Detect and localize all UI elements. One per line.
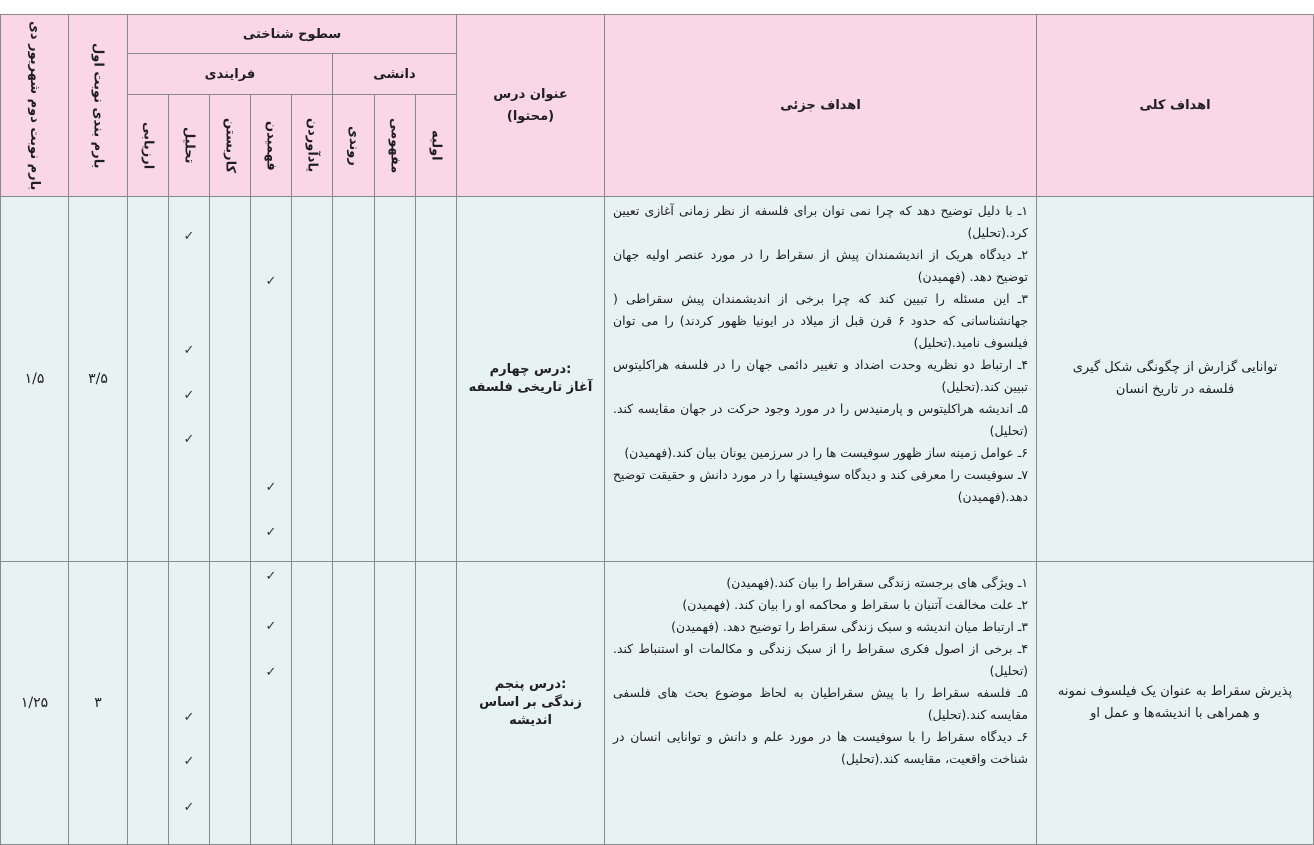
row2-general-goal: پذیرش سقراط به عنوان یک فیلسوف نمونه و همراهی با اندیشه‌ها و عمل او bbox=[1036, 561, 1314, 845]
row1-lesson-title: درس چهارم: آغاز تاریخی فلسفه bbox=[456, 196, 605, 562]
check-mark: ✓ bbox=[183, 710, 195, 725]
row1-col-procedural bbox=[332, 196, 375, 562]
check-mark: ✓ bbox=[183, 432, 195, 447]
row2-objective-2: ۲ـ علت مخالفت آتنیان با سقراط و محاکمه او را بیان کند. (فهمیدن) bbox=[682, 597, 1028, 612]
header-general-goals: اهداف کلی bbox=[1036, 14, 1314, 197]
row1-objectives bbox=[604, 196, 1037, 562]
check-mark: ✓ bbox=[183, 229, 195, 244]
header-score-first: بارم بندی نوبت اول bbox=[68, 14, 128, 197]
header-score-second: بارم نوبت دوم شهریور دی bbox=[0, 14, 69, 197]
header-col-primary: اولیه bbox=[415, 94, 457, 197]
header-col-understand: فهمیدن bbox=[250, 94, 292, 197]
row2-col-evaluate bbox=[127, 561, 169, 845]
row2-lesson-title: درس پنجم: زندگی بر اساس اندیشه bbox=[456, 561, 605, 845]
header-cognitive-levels: سطوح شناختی bbox=[127, 14, 457, 54]
check-mark: ✓ bbox=[265, 569, 277, 584]
row2-objective-4: ۴ـ برخی از اصول فکری سقراط را از سبک زندگی و مکالمات او استنباط کند.(تحلیل) bbox=[613, 641, 1028, 678]
header-col-procedural: روندی bbox=[332, 94, 375, 197]
row1-col-apply bbox=[209, 196, 251, 562]
row2-score-second: ۱/۲۵ bbox=[0, 561, 69, 845]
row2-col-procedural bbox=[332, 561, 375, 845]
check-mark: ✓ bbox=[183, 343, 195, 358]
header-process: فرایندی bbox=[127, 53, 333, 95]
row1-objective-4: ۴ـ ارتباط دو نظریه وحدت اضداد و تغییر دائمی جهان را در فلسفه هراکلیتوس تبیین کند.(تحلیل) bbox=[613, 357, 1028, 394]
row2-col-conceptual bbox=[374, 561, 416, 845]
row2-objective-6: ۶ـ دیدگاه سقراط را با سوفیست ها در مورد علم و دانش و توانایی انسان در شناخت واقعیت، مقایسه کند.(تحلیل) bbox=[613, 729, 1028, 766]
row2-objective-5: ۵ـ فلسفه سقراط را با پیش سقراطیان به لحاظ موضوع بحث های فلسفی مقایسه کند.(تحلیل) bbox=[613, 685, 1028, 722]
row2-score-first: ۳ bbox=[68, 561, 128, 845]
row1-objective-7: ۷ـ سوفیست را معرفی کند و دیدگاه سوفیستها را در مورد دانش و حقیقت توضیح دهد.(فهمیدن) bbox=[613, 467, 1028, 504]
header-lesson-title: عنوان درس (محتوا) bbox=[456, 14, 605, 197]
check-mark: ✓ bbox=[265, 274, 277, 289]
row1-score-second: ۱/۵ bbox=[0, 196, 69, 562]
header-knowledge: دانشی bbox=[332, 53, 457, 95]
row1-objective-5: ۵ـ اندیشه هراکلیتوس و پارمنیدس را در مورد وجود حرکت در جهان مقایسه کند.(تحلیل) bbox=[613, 401, 1028, 438]
row1-objective-6: ۶ـ عوامل زمینه ساز ظهور سوفیست ها را در سرزمین یونان بیان کند.(فهمیدن) bbox=[624, 445, 1028, 460]
row2-col-understand bbox=[250, 561, 292, 845]
row1-col-analyze bbox=[168, 196, 210, 562]
row1-objective-3: ۳ـ این مسئله را تبیین کند که چرا برخی از اندیشمندان پیش سقراطی ( جهانشناسانی که حدود ۶ قرن قبل از میلاد در ایونیا ظهور کردند) را می توان فیلسوف نامید.(تحلیل) bbox=[613, 291, 1028, 350]
header-col-evaluate: ارزیابی bbox=[127, 94, 169, 197]
row1-col-understand bbox=[250, 196, 292, 562]
header-col-conceptual: مفهومی bbox=[374, 94, 416, 197]
check-mark: ✓ bbox=[265, 665, 277, 680]
row1-objective-2: ۲ـ دیدگاه هریک از اندیشمندان پیش از سقراط را در مورد عنصر اولیه جهان توضیح دهد. (فهمیدن) bbox=[613, 247, 1028, 284]
row1-col-evaluate bbox=[127, 196, 169, 562]
row2-col-primary bbox=[415, 561, 457, 845]
row1-objective-1: ۱ـ با دلیل توضیح دهد که چرا نمی توان برای فلسفه از نظر زمانی آغازی تعیین کرد.(تحلیل) bbox=[613, 203, 1028, 240]
row2-objectives bbox=[604, 561, 1037, 845]
row2-objective-1: ۱ـ ویژگی های برجسته زندگی سقراط را بیان کند.(فهمیدن) bbox=[726, 575, 1028, 590]
row2-col-remember bbox=[291, 561, 333, 845]
header-col-analyze: تحلیل bbox=[168, 94, 210, 197]
check-mark: ✓ bbox=[183, 754, 195, 769]
row2-col-apply bbox=[209, 561, 251, 845]
row1-col-conceptual bbox=[374, 196, 416, 562]
row1-col-remember bbox=[291, 196, 333, 562]
check-mark: ✓ bbox=[265, 619, 277, 634]
header-col-remember: یادآوردن bbox=[291, 94, 333, 197]
check-mark: ✓ bbox=[265, 480, 277, 495]
header-partial-goals: اهداف جزئی bbox=[604, 14, 1037, 197]
check-mark: ✓ bbox=[183, 388, 195, 403]
check-mark: ✓ bbox=[183, 800, 195, 815]
check-mark: ✓ bbox=[265, 525, 277, 540]
row1-col-primary bbox=[415, 196, 457, 562]
row2-objective-3: ۳ـ ارتباط میان اندیشه و سبک زندگی سقراط را توضیح دهد. (فهمیدن) bbox=[671, 619, 1028, 634]
header-col-apply: کاربستن bbox=[209, 94, 251, 197]
row1-score-first: ۳/۵ bbox=[68, 196, 128, 562]
row1-general-goal: توانایی گزارش از چگونگی شکل گیری فلسفه در تاریخ انسان bbox=[1036, 196, 1314, 562]
